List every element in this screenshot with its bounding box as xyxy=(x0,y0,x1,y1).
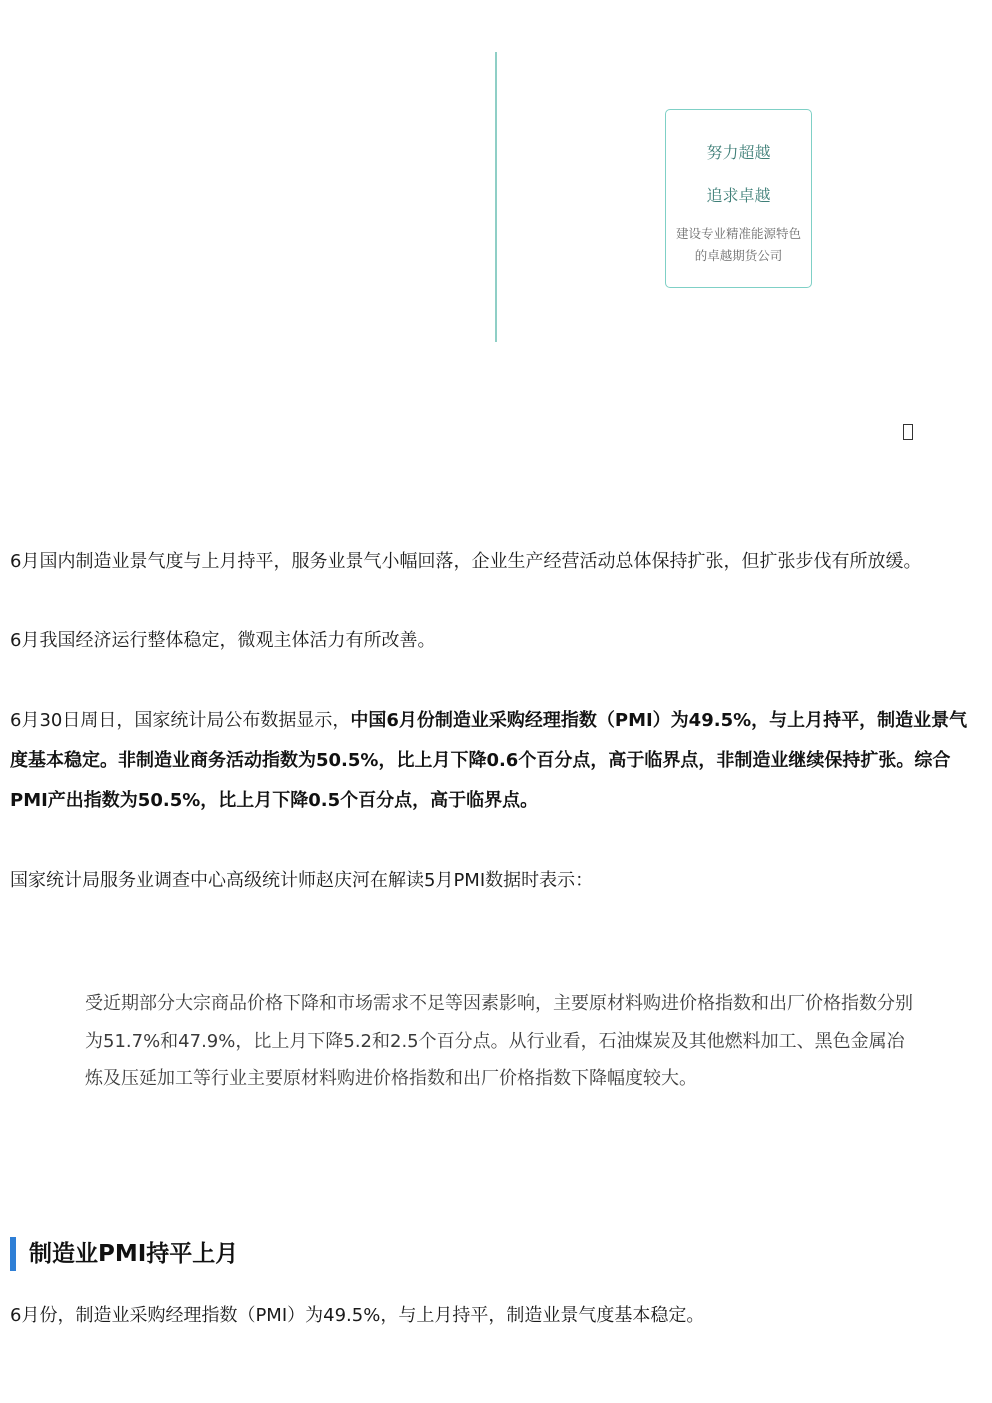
intro-paragraph: 6月国内制造业景气度与上月持平，服务业景气小幅回落，企业生产经营活动总体保持扩张，但扩张步伐有所放缓。 xyxy=(10,551,922,572)
data-release-paragraph xyxy=(10,701,985,821)
slogan-card xyxy=(665,109,812,288)
analyst-quote: 受近期部分大宗商品价格下降和市场需求不足等因素影响，主要原材料购进价格指数和出厂价格指数分别为51.7%和47.9%，比上月下降5.2和2.5个百分点。从行业看，石油煤炭及其他燃料加工、黑色金属冶炼及压延加工等行业主要原材料购进价格指数和出厂价格指数下降幅度较大。 xyxy=(85,993,913,1089)
section-title: 制造业PMI持平上月 xyxy=(29,1241,239,1267)
summary-paragraph: 6月我国经济运行整体稳定，微观主体活力有所改善。 xyxy=(10,630,436,651)
placeholder-glyph-icon xyxy=(903,424,913,440)
section-accent-bar xyxy=(10,1237,16,1271)
slogan-line-2: 追求卓越 xyxy=(706,186,771,205)
data-release-highlight: 中国6月份制造业采购经理指数（PMI）为49.5%，与上月持平，制造业景气度基本稳定。非制造业商务活动指数为50.5%，比上月下降0.6个百分点，高于临界点，非制造业继续保持扩张。综合PMI产出指数为50.5%，比上月下降0.5个百分点，高于临界点。 xyxy=(10,710,968,811)
slogan-description: 建设专业精准能源特色的卓越期货公司 xyxy=(675,226,801,263)
banner-divider-line xyxy=(495,52,497,342)
analyst-intro-paragraph: 国家统计局服务业调查中心高级统计师赵庆河在解读5月PMI数据时表示： xyxy=(10,870,594,891)
section-paragraph: 6月份，制造业采购经理指数（PMI）为49.5%，与上月持平，制造业景气度基本稳定。 xyxy=(10,1305,705,1326)
data-release-lead: 6月30日周日，国家统计局公布数据显示， xyxy=(10,710,351,731)
slogan-line-1: 努力超越 xyxy=(706,143,771,162)
